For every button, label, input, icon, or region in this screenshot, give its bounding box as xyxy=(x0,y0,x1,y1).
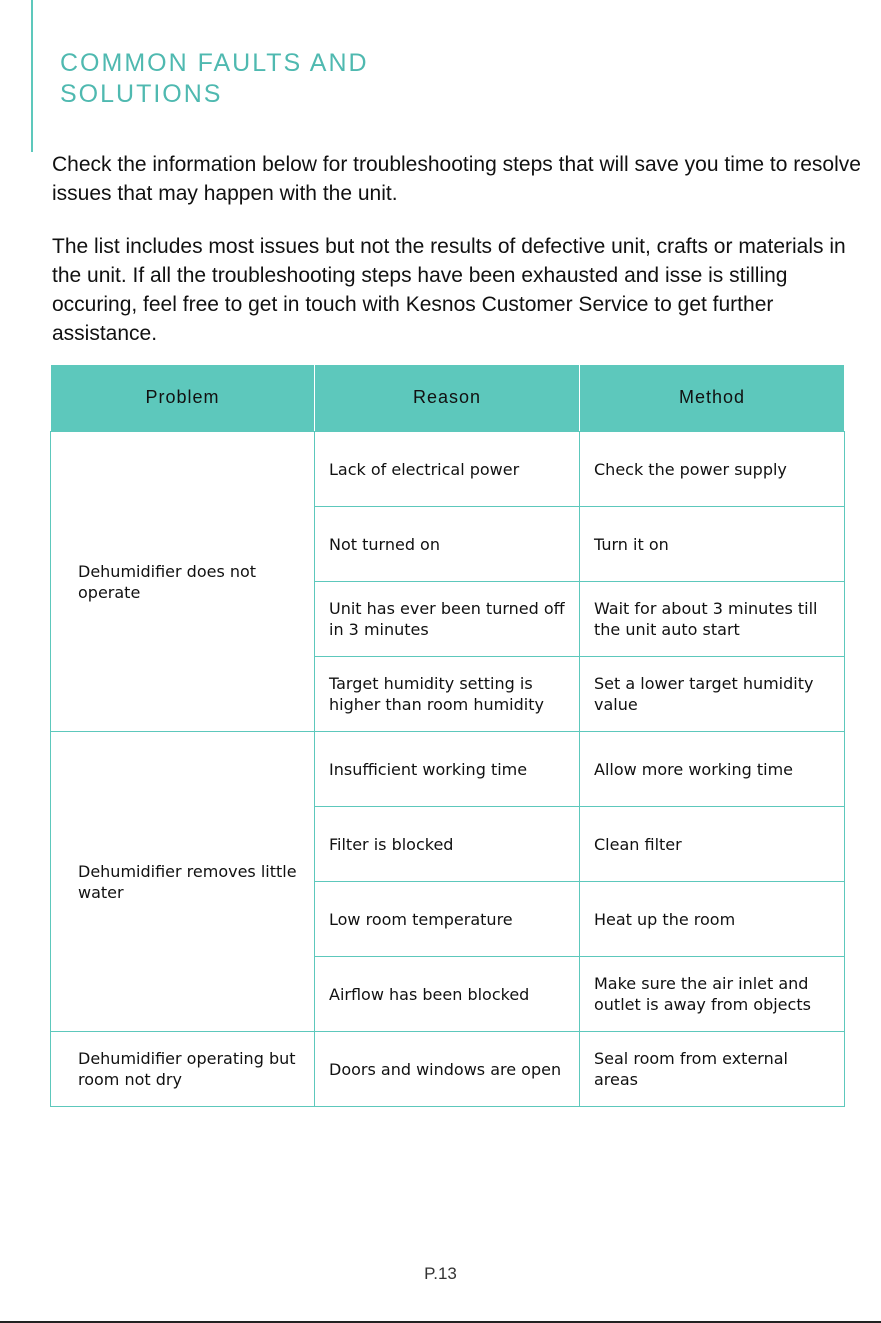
reason-cell: Doors and windows are open xyxy=(315,1032,580,1107)
reason-cell: Airflow has been blocked xyxy=(315,957,580,1032)
reason-cell: Insufficient working time xyxy=(315,732,580,807)
page-title xyxy=(60,48,369,110)
reason-cell: Unit has ever been turned off in 3 minutes xyxy=(315,582,580,657)
method-cell: Wait for about 3 minutes till the unit auto start xyxy=(580,582,845,657)
table-header-row xyxy=(51,365,845,431)
header-method: Method xyxy=(580,365,845,431)
method-cell: Allow more working time xyxy=(580,732,845,807)
page-title-line2: SOLUTIONS xyxy=(60,80,223,108)
reason-cell: Filter is blocked xyxy=(315,807,580,882)
method-cell: Turn it on xyxy=(580,507,845,582)
faults-table xyxy=(50,365,845,1107)
method-cell: Seal room from external areas xyxy=(580,1032,845,1107)
table-row xyxy=(51,732,845,807)
method-cell: Make sure the air inlet and outlet is away from objects xyxy=(580,957,845,1032)
reason-cell: Lack of electrical power xyxy=(315,432,580,507)
reason-cell: Not turned on xyxy=(315,507,580,582)
accent-bar xyxy=(31,0,33,152)
reason-cell: Low room temperature xyxy=(315,882,580,957)
page-title-line1: COMMON FAULTS AND xyxy=(60,49,369,77)
intro-paragraph-1: Check the information below for troubleshooting steps that will save you time to resolve issues that may happen with the unit. xyxy=(52,153,861,205)
header-problem: Problem xyxy=(51,365,315,431)
page-number: P.13 xyxy=(424,1264,457,1283)
problem-cell: Dehumidifier does not operate xyxy=(51,432,315,732)
problem-cell: Dehumidifier removes little water xyxy=(51,732,315,1032)
table-row xyxy=(51,432,845,507)
method-cell: Check the power supply xyxy=(580,432,845,507)
table-row xyxy=(51,1032,845,1107)
method-cell: Heat up the room xyxy=(580,882,845,957)
header-reason: Reason xyxy=(315,365,580,431)
reason-cell: Target humidity setting is higher than room humidity xyxy=(315,657,580,732)
intro-paragraph-2: The list includes most issues but not the results of defective unit, crafts or materials in the unit. If all the troubleshooting steps have been exhausted and isse is stilling occuring, feel free to get in touch with Kesnos Customer Service to get further assistance. xyxy=(52,235,846,345)
problem-cell: Dehumidifier operating but room not dry xyxy=(51,1032,315,1107)
method-cell: Set a lower target humidity value xyxy=(580,657,845,732)
method-cell: Clean filter xyxy=(580,807,845,882)
